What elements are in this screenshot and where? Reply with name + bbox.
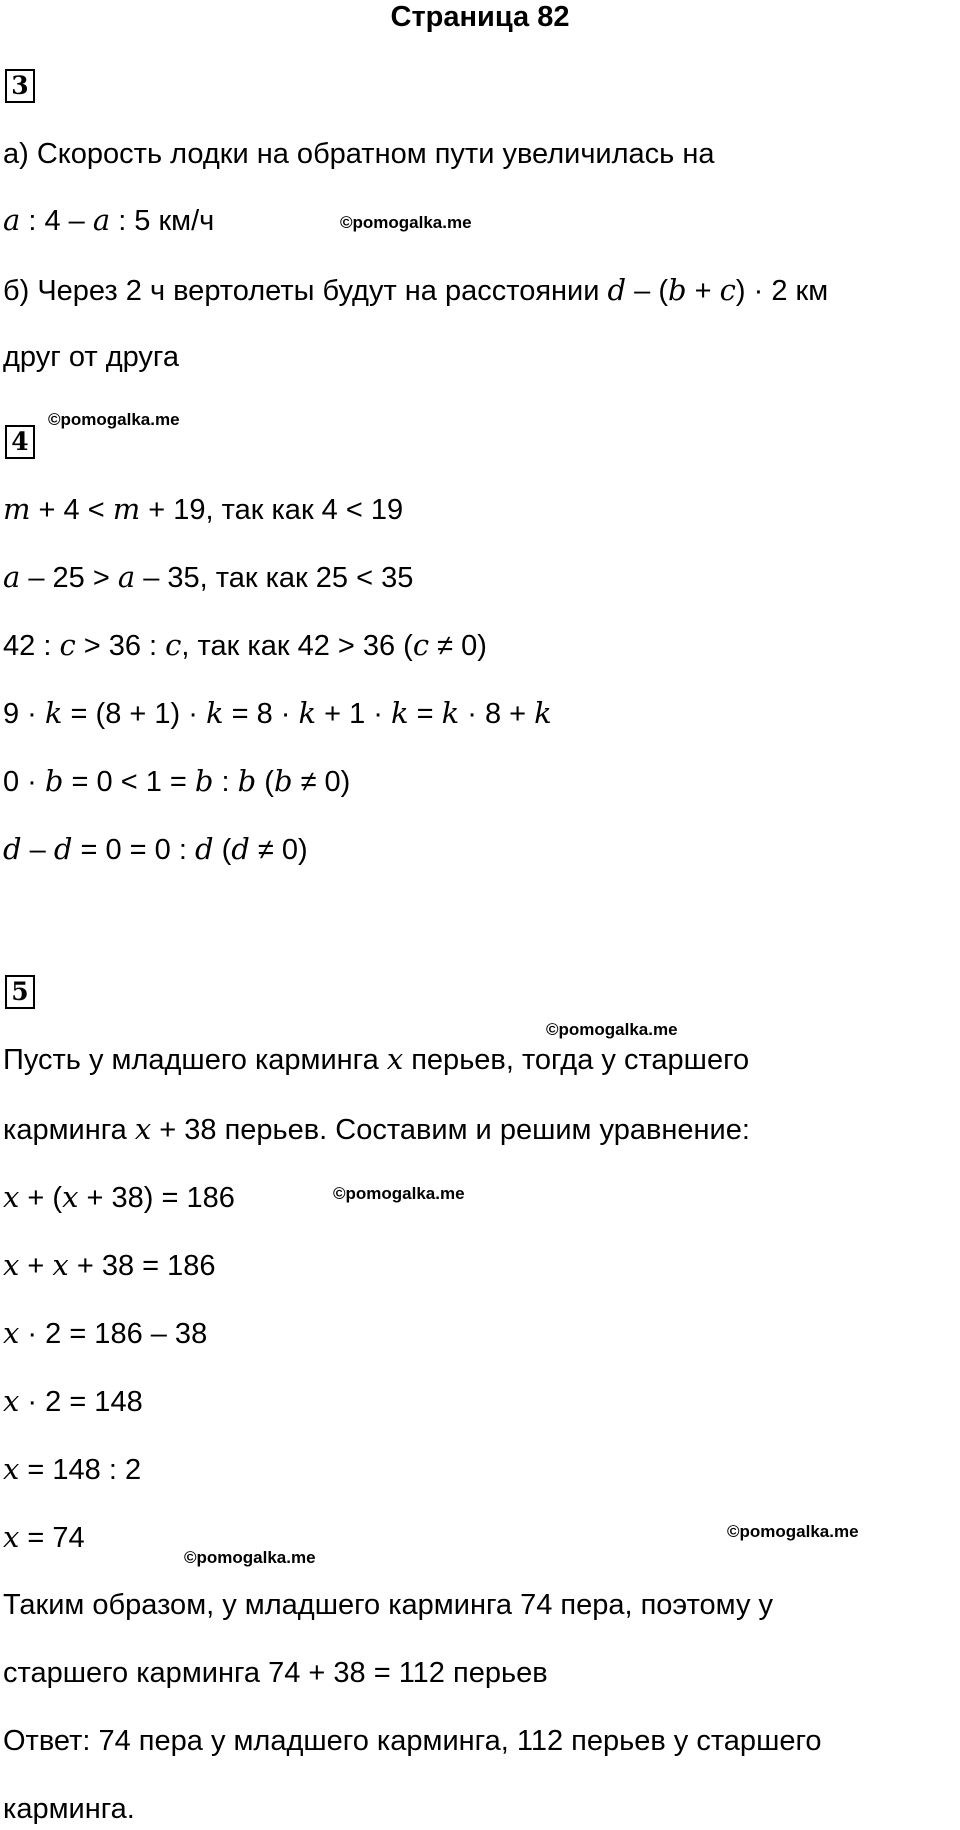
expr-text: , так как 42 > 36 ( [181,630,413,662]
var: b [44,764,64,798]
task-4-line-3 [3,627,487,664]
page-title: Страница 82 [390,1,570,33]
task-4-line-1 [3,491,403,528]
task-5-equation-4 [3,1383,143,1420]
var: b [273,764,293,798]
expr-text: = 0 = 0 : [72,834,195,866]
expr-text: : 4 – [20,205,93,237]
expr-text: – ( [626,275,668,307]
task-5-conclusion-2: старшего карминга 74 + 38 = 112 перьев [3,1657,548,1689]
expr-text: + ( [19,1182,63,1214]
var: k [205,696,224,730]
var: k [44,696,63,730]
var: m [112,492,141,526]
var: x [52,1248,69,1282]
var: x [3,1384,20,1418]
expr-text: ≠ 0) [249,834,308,866]
expr-text: = [408,698,442,730]
expr-text: ) · 2 км [735,275,829,307]
var: x [3,1520,20,1554]
task-5-conclusion-1: Таким образом, у младшего карминга 74 пера, поэтому у [3,1589,774,1621]
var: d [194,832,214,866]
task-4-line-4 [3,695,552,732]
task-4-number: 4 [5,425,35,459]
var: x [3,1316,20,1350]
var: a [92,203,111,237]
expr-text: перьев, тогда у старшего [403,1044,750,1076]
expr-text: = 8 · [223,698,299,730]
var: c [719,273,736,307]
expr-text: + 19, так как 4 < 19 [140,494,404,526]
task-5-paragraph-1 [3,1041,749,1078]
expr-text: ( [213,834,232,866]
watermark: ©pomogalka.me [333,1184,465,1203]
expr-text: Пусть у младшего карминга [3,1044,387,1076]
watermark: ©pomogalka.me [546,1020,678,1039]
expr-text: + 1 · [316,698,391,730]
task-5-paragraph-2 [3,1111,750,1148]
var: x [3,1452,20,1486]
watermark: ©pomogalka.me [340,213,472,232]
expr-text: · 2 = 186 – 38 [19,1318,208,1350]
task-5-number: 5 [5,975,35,1009]
task-5-answer-2: карминга. [3,1793,135,1825]
expr-text: : [213,766,238,798]
var: b [194,764,214,798]
expr-text: ≠ 0) [429,630,487,662]
var: c [165,628,182,662]
expr-text: + 38 перьев. Составим и решим уравнение: [151,1114,750,1146]
var: x [134,1112,152,1146]
task-3-a-expression [3,202,214,239]
var: x [3,1248,20,1282]
var: m [3,492,31,526]
var: d [231,832,250,866]
task-5-equation-1 [3,1179,235,1216]
expr-text: + 38) = 186 [78,1182,235,1214]
var: d [53,832,73,866]
expr-text: + 38 = 186 [68,1250,216,1282]
task-5-equation-2 [3,1247,216,1284]
var: b [237,764,257,798]
watermark: ©pomogalka.me [727,1522,859,1541]
var: x [62,1180,79,1214]
var: d [3,832,22,866]
task-5-equation-6 [3,1519,85,1556]
var: c [59,628,76,662]
expr-text: ≠ 0) [292,766,351,798]
watermark: ©pomogalka.me [184,1548,316,1567]
task-3-b-continued: друг от друга [3,341,179,373]
expr-text: 9 · [3,698,45,730]
expr-text: б) Через 2 ч вертолеты будут на расстоянии [3,275,608,307]
var: d [607,273,627,307]
expr-text: + [19,1250,53,1282]
expr-text: · 8 + [459,698,535,730]
expr-text: > 36 : [75,630,166,662]
var: x [386,1042,404,1076]
var: k [391,696,409,730]
expr-text: = (8 + 1) · [62,698,206,730]
var: k [298,696,317,730]
var: k [534,696,552,730]
var: a [3,203,21,237]
task-3-number: 3 [5,69,35,103]
expr-text: – 25 > [20,562,118,594]
expr-text: карминга [3,1114,135,1146]
expr-text: · 2 = 148 [19,1386,143,1418]
var: c [412,628,430,662]
expr-text: = 74 [19,1522,85,1554]
task-4-line-2 [3,559,413,596]
task-4-line-5 [3,763,350,800]
var: a [117,560,136,594]
expr-text: – 35, так как 25 < 35 [135,562,414,594]
task-5-equation-3 [3,1315,207,1352]
expr-text: + [686,275,720,307]
expr-text: 0 · [3,766,45,798]
task-5-equation-5 [3,1451,141,1488]
var: x [3,1180,20,1214]
expr-text: + 4 < [30,494,113,526]
expr-text: – [21,834,54,866]
var: b [668,273,687,307]
watermark: ©pomogalka.me [48,410,180,429]
var: k [441,696,460,730]
expr-text: : 5 км/ч [110,205,215,237]
var: a [3,560,21,594]
task-3-b-text [3,272,828,309]
task-4-line-6 [3,831,308,868]
task-5-answer-1: Ответ: 74 пера у младшего карминга, 112 перьев у старшего [3,1725,822,1757]
expr-text: = 148 : 2 [19,1454,142,1486]
task-3-a-text: а) Скорость лодки на обратном пути увеличилась на [3,138,715,170]
expr-text: = 0 < 1 = [63,766,195,798]
expr-text: ( [256,766,274,798]
expr-text: 42 : [3,630,60,662]
